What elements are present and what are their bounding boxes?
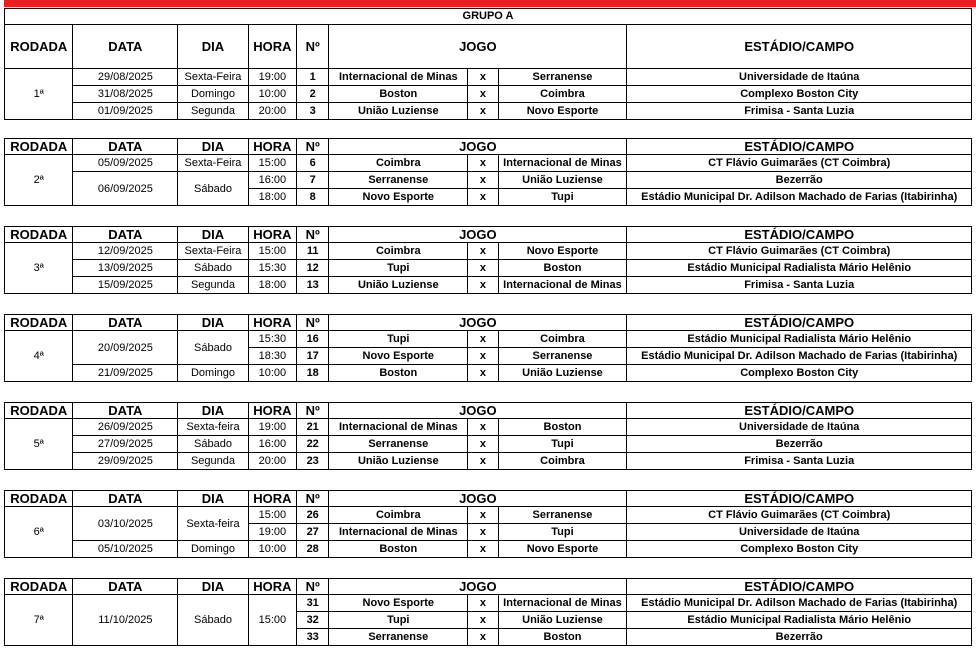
round-number: 6ª — [5, 507, 73, 558]
game-date: 06/09/2025 — [73, 172, 178, 206]
game-number: 3 — [297, 103, 329, 120]
home-team: Novo Esporte — [329, 189, 468, 206]
table-row — [5, 86, 972, 103]
game-time: 15:00 — [248, 155, 296, 172]
home-team: Serranense — [329, 436, 468, 453]
home-team: Internacional de Minas — [329, 419, 468, 436]
game-time: 19:00 — [248, 524, 296, 541]
home-team: Boston — [329, 541, 468, 558]
game-date: 26/09/2025 — [73, 419, 178, 436]
game-time: 16:00 — [248, 172, 296, 189]
game-time: 18:00 — [248, 189, 296, 206]
game-weekday: Domingo — [178, 541, 249, 558]
stadium: CT Flávio Guimarães (CT Coimbra) — [627, 507, 972, 524]
versus-mark: x — [468, 331, 498, 348]
stadium: Complexo Boston City — [627, 365, 972, 382]
table-row — [5, 507, 972, 524]
stadium: Estádio Municipal Dr. Adilson Machado de Farias (Itabirinha) — [627, 595, 972, 612]
versus-mark: x — [468, 348, 498, 365]
game-weekday: Sexta-feira — [178, 419, 249, 436]
game-number: 32 — [297, 612, 329, 629]
home-team: União Luziense — [329, 103, 468, 120]
stadium: Complexo Boston City — [627, 86, 972, 103]
stadium: Frimisa - Santa Luzia — [627, 277, 972, 294]
away-team: Internacional de Minas — [498, 277, 627, 294]
home-team: Tupi — [329, 331, 468, 348]
versus-mark: x — [468, 155, 498, 172]
stadium: CT Flávio Guimarães (CT Coimbra) — [627, 155, 972, 172]
header-dia: DIA — [178, 579, 249, 595]
header-dia: DIA — [178, 403, 249, 419]
versus-mark: x — [468, 419, 498, 436]
versus-mark: x — [468, 103, 498, 120]
header-num: Nº — [297, 25, 329, 69]
game-time: 20:00 — [248, 453, 296, 470]
away-team: Serranense — [498, 348, 627, 365]
home-team: Internacional de Minas — [329, 524, 468, 541]
home-team: Coimbra — [329, 507, 468, 524]
game-number: 23 — [297, 453, 329, 470]
header-estadio: ESTÁDIO/CAMPO — [627, 579, 972, 595]
stadium: Complexo Boston City — [627, 541, 972, 558]
header-rodada: RODADA — [5, 403, 73, 419]
game-weekday: Sexta-feira — [178, 507, 249, 541]
game-date: 13/09/2025 — [73, 260, 178, 277]
home-team: Internacional de Minas — [329, 69, 468, 86]
away-team: Tupi — [498, 436, 627, 453]
versus-mark: x — [468, 595, 498, 612]
versus-mark: x — [468, 541, 498, 558]
away-team: Novo Esporte — [498, 243, 627, 260]
stadium: Bezerrão — [627, 172, 972, 189]
home-team: Boston — [329, 86, 468, 103]
header-data: DATA — [73, 227, 178, 243]
versus-mark: x — [468, 172, 498, 189]
header-estadio: ESTÁDIO/CAMPO — [627, 315, 972, 331]
game-weekday: Sexta-Feira — [178, 69, 249, 86]
header-estadio: ESTÁDIO/CAMPO — [627, 491, 972, 507]
stadium: Universidade de Itaúna — [627, 524, 972, 541]
away-team: Internacional de Minas — [498, 155, 627, 172]
table-row — [5, 436, 972, 453]
game-number: 7 — [297, 172, 329, 189]
header-jogo: JOGO — [329, 25, 627, 69]
round-table-2 — [4, 138, 972, 206]
header-data: DATA — [73, 491, 178, 507]
home-team: Novo Esporte — [329, 348, 468, 365]
game-number: 1 — [297, 69, 329, 86]
game-weekday: Segunda — [178, 453, 249, 470]
table-row — [5, 419, 972, 436]
header-rodada: RODADA — [5, 315, 73, 331]
table-row — [5, 243, 972, 260]
versus-mark: x — [468, 69, 498, 86]
header-rodada: RODADA — [5, 579, 73, 595]
header-jogo: JOGO — [329, 403, 627, 419]
versus-mark: x — [468, 453, 498, 470]
group-title: GRUPO A — [4, 8, 972, 25]
header-data: DATA — [73, 139, 178, 155]
game-date: 01/09/2025 — [73, 103, 178, 120]
header-hora: HORA — [248, 579, 296, 595]
game-number: 31 — [297, 595, 329, 612]
home-team: Serranense — [329, 629, 468, 646]
stadium: Estádio Municipal Dr. Adilson Machado de Farias (Itabirinha) — [627, 348, 972, 365]
home-team: Coimbra — [329, 155, 468, 172]
header-hora: HORA — [248, 139, 296, 155]
header-dia: DIA — [178, 25, 249, 69]
game-time: 18:30 — [248, 348, 296, 365]
home-team: Novo Esporte — [329, 595, 468, 612]
table-row — [5, 541, 972, 558]
stadium: Bezerrão — [627, 629, 972, 646]
table-row — [5, 260, 972, 277]
game-date: 20/09/2025 — [73, 331, 178, 365]
away-team: Boston — [498, 419, 627, 436]
game-weekday: Sábado — [178, 331, 249, 365]
versus-mark: x — [468, 243, 498, 260]
header-dia: DIA — [178, 139, 249, 155]
table-row — [5, 453, 972, 470]
game-weekday: Sábado — [178, 172, 249, 206]
game-date: 05/10/2025 — [73, 541, 178, 558]
stadium: Estádio Municipal Dr. Adilson Machado de Farias (Itabirinha) — [627, 189, 972, 206]
away-team: União Luziense — [498, 172, 627, 189]
top-red-bar — [4, 0, 976, 7]
header-dia: DIA — [178, 315, 249, 331]
versus-mark: x — [468, 365, 498, 382]
table-row — [5, 365, 972, 382]
header-num: Nº — [297, 139, 329, 155]
stadium: Universidade de Itaúna — [627, 69, 972, 86]
header-dia: DIA — [178, 227, 249, 243]
game-date: 15/09/2025 — [73, 277, 178, 294]
game-weekday: Sábado — [178, 260, 249, 277]
round-table-7 — [4, 578, 972, 646]
game-number: 12 — [297, 260, 329, 277]
header-rodada: RODADA — [5, 227, 73, 243]
versus-mark: x — [468, 277, 498, 294]
home-team: Tupi — [329, 612, 468, 629]
round-table-3 — [4, 226, 972, 294]
game-number: 21 — [297, 419, 329, 436]
table-row — [5, 69, 972, 86]
header-hora: HORA — [248, 227, 296, 243]
header-data: DATA — [73, 579, 178, 595]
versus-mark: x — [468, 260, 498, 277]
away-team: União Luziense — [498, 612, 627, 629]
header-data: DATA — [73, 403, 178, 419]
round-number: 5ª — [5, 419, 73, 470]
game-number: 27 — [297, 524, 329, 541]
stadium: Frimisa - Santa Luzia — [627, 453, 972, 470]
game-weekday: Sábado — [178, 595, 249, 646]
game-number: 22 — [297, 436, 329, 453]
game-time: 18:00 — [248, 277, 296, 294]
game-date: 27/09/2025 — [73, 436, 178, 453]
game-time: 15:00 — [248, 243, 296, 260]
game-time: 19:00 — [248, 69, 296, 86]
versus-mark: x — [468, 436, 498, 453]
game-number: 18 — [297, 365, 329, 382]
game-number: 33 — [297, 629, 329, 646]
versus-mark: x — [468, 612, 498, 629]
round-number: 3ª — [5, 243, 73, 294]
game-time: 15:00 — [248, 507, 296, 524]
header-num: Nº — [297, 403, 329, 419]
versus-mark: x — [468, 507, 498, 524]
away-team: Serranense — [498, 69, 627, 86]
table-row — [5, 172, 972, 189]
versus-mark: x — [468, 189, 498, 206]
game-number: 28 — [297, 541, 329, 558]
game-weekday: Segunda — [178, 277, 249, 294]
versus-mark: x — [468, 86, 498, 103]
game-number: 26 — [297, 507, 329, 524]
game-date: 29/09/2025 — [73, 453, 178, 470]
round-number: 1ª — [5, 69, 73, 120]
stadium: Estádio Municipal Radialista Mário Helênio — [627, 612, 972, 629]
round-table-1 — [4, 24, 972, 120]
header-hora: HORA — [248, 403, 296, 419]
away-team: Coimbra — [498, 86, 627, 103]
round-table-5 — [4, 402, 972, 470]
game-number: 11 — [297, 243, 329, 260]
game-weekday: Segunda — [178, 103, 249, 120]
game-time: 19:00 — [248, 419, 296, 436]
game-weekday: Domingo — [178, 86, 249, 103]
header-dia: DIA — [178, 491, 249, 507]
header-jogo: JOGO — [329, 227, 627, 243]
stadium: Estádio Municipal Radialista Mário Helênio — [627, 331, 972, 348]
away-team: Tupi — [498, 524, 627, 541]
game-date: 29/08/2025 — [73, 69, 178, 86]
round-table-4 — [4, 314, 972, 382]
table-row — [5, 103, 972, 120]
home-team: Coimbra — [329, 243, 468, 260]
game-number: 2 — [297, 86, 329, 103]
header-estadio: ESTÁDIO/CAMPO — [627, 25, 972, 69]
header-jogo: JOGO — [329, 579, 627, 595]
stadium: Estádio Municipal Radialista Mário Helênio — [627, 260, 972, 277]
home-team: Boston — [329, 365, 468, 382]
table-row — [5, 595, 972, 612]
game-time: 15:00 — [248, 595, 296, 646]
home-team: União Luziense — [329, 277, 468, 294]
versus-mark: x — [468, 629, 498, 646]
game-date: 31/08/2025 — [73, 86, 178, 103]
header-hora: HORA — [248, 25, 296, 69]
header-rodada: RODADA — [5, 25, 73, 69]
stadium: Frimisa - Santa Luzia — [627, 103, 972, 120]
table-row — [5, 331, 972, 348]
away-team: Serranense — [498, 507, 627, 524]
game-time: 15:30 — [248, 260, 296, 277]
header-hora: HORA — [248, 491, 296, 507]
header-estadio: ESTÁDIO/CAMPO — [627, 139, 972, 155]
game-date: 05/09/2025 — [73, 155, 178, 172]
game-time: 16:00 — [248, 436, 296, 453]
game-time: 10:00 — [248, 86, 296, 103]
header-num: Nº — [297, 315, 329, 331]
game-weekday: Sábado — [178, 436, 249, 453]
game-number: 17 — [297, 348, 329, 365]
game-number: 13 — [297, 277, 329, 294]
header-jogo: JOGO — [329, 491, 627, 507]
away-team: Internacional de Minas — [498, 595, 627, 612]
header-jogo: JOGO — [329, 139, 627, 155]
game-weekday: Domingo — [178, 365, 249, 382]
header-rodada: RODADA — [5, 139, 73, 155]
game-date: 12/09/2025 — [73, 243, 178, 260]
home-team: Serranense — [329, 172, 468, 189]
away-team: União Luziense — [498, 365, 627, 382]
versus-mark: x — [468, 524, 498, 541]
away-team: Novo Esporte — [498, 541, 627, 558]
game-weekday: Sexta-Feira — [178, 155, 249, 172]
round-table-6 — [4, 490, 972, 558]
header-jogo: JOGO — [329, 315, 627, 331]
away-team: Tupi — [498, 189, 627, 206]
header-estadio: ESTÁDIO/CAMPO — [627, 227, 972, 243]
header-num: Nº — [297, 579, 329, 595]
header-rodada: RODADA — [5, 491, 73, 507]
stadium: CT Flávio Guimarães (CT Coimbra) — [627, 243, 972, 260]
header-estadio: ESTÁDIO/CAMPO — [627, 403, 972, 419]
away-team: Boston — [498, 260, 627, 277]
round-number: 7ª — [5, 595, 73, 646]
round-number: 4ª — [5, 331, 73, 382]
game-date: 03/10/2025 — [73, 507, 178, 541]
round-number: 2ª — [5, 155, 73, 206]
game-weekday: Sexta-Feira — [178, 243, 249, 260]
game-time: 15:30 — [248, 331, 296, 348]
header-data: DATA — [73, 25, 178, 69]
game-date: 11/10/2025 — [73, 595, 178, 646]
stadium: Universidade de Itaúna — [627, 419, 972, 436]
game-number: 6 — [297, 155, 329, 172]
stadium: Bezerrão — [627, 436, 972, 453]
away-team: Boston — [498, 629, 627, 646]
game-date: 21/09/2025 — [73, 365, 178, 382]
header-num: Nº — [297, 491, 329, 507]
home-team: Tupi — [329, 260, 468, 277]
game-time: 20:00 — [248, 103, 296, 120]
table-row — [5, 277, 972, 294]
home-team: União Luziense — [329, 453, 468, 470]
game-number: 16 — [297, 331, 329, 348]
header-num: Nº — [297, 227, 329, 243]
header-data: DATA — [73, 315, 178, 331]
header-hora: HORA — [248, 315, 296, 331]
game-number: 8 — [297, 189, 329, 206]
table-row — [5, 155, 972, 172]
away-team: Novo Esporte — [498, 103, 627, 120]
away-team: Coimbra — [498, 453, 627, 470]
game-time: 10:00 — [248, 365, 296, 382]
away-team: Coimbra — [498, 331, 627, 348]
game-time: 10:00 — [248, 541, 296, 558]
